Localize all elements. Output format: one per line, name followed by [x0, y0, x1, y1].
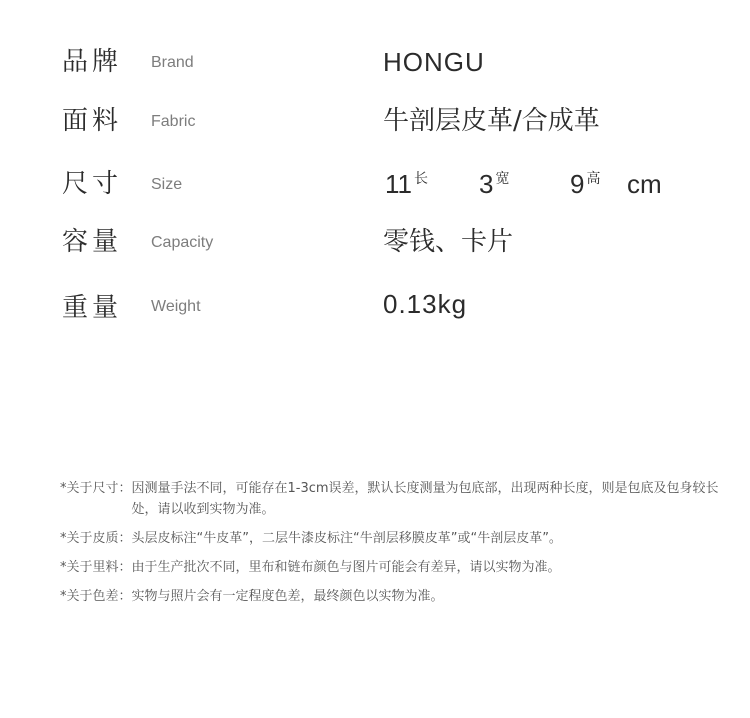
note-lining — [60, 557, 720, 578]
note-color-text: 实物与照片会有一定程度色差，最终颜色以实物为准。 — [131, 589, 444, 604]
size-length-label: 长 — [414, 171, 428, 187]
weight-label-cn: 重量 — [62, 293, 123, 323]
note-leather-label: *关于皮质： — [60, 531, 132, 546]
size-height-value: 9 — [570, 169, 585, 199]
weight-label-en: Weight — [151, 298, 201, 315]
capacity-label-cn: 容量 — [62, 227, 123, 257]
brand-label-en: Brand — [151, 54, 194, 71]
note-leather-text: 头层皮标注“牛皮革”，二层牛漆皮标注“牛剖层移膜皮革”或“牛剖层皮革”。 — [131, 531, 562, 546]
note-size — [60, 478, 720, 520]
size-width — [479, 169, 509, 204]
note-size-label: *关于尺寸： — [60, 481, 132, 496]
spec-row-fabric — [0, 106, 750, 156]
weight-value: 0.13kg — [383, 289, 468, 319]
note-leather — [60, 528, 720, 549]
spec-row-capacity — [0, 227, 750, 277]
size-unit: cm — [627, 169, 662, 199]
size-label-cn: 尺寸 — [62, 169, 123, 199]
fabric-value: 牛剖层皮革/合成革 — [383, 106, 600, 136]
capacity-label-en: Capacity — [151, 234, 214, 251]
spec-row-weight — [0, 289, 750, 339]
spec-row-brand — [0, 47, 750, 97]
fabric-label-en: Fabric — [151, 113, 196, 130]
fabric-label-cn: 面料 — [62, 106, 123, 136]
note-color-label: *关于色差： — [60, 589, 132, 604]
capacity-value: 零钱、卡片 — [383, 227, 514, 257]
size-length-value: 11 — [385, 169, 412, 199]
notes-section — [60, 478, 720, 615]
note-lining-text: 由于生产批次不同，里布和链布颜色与图片可能会有差异，请以实物为准。 — [131, 560, 561, 575]
size-height-label: 高 — [586, 171, 601, 187]
size-length — [385, 169, 428, 204]
size-width-label: 宽 — [495, 171, 510, 187]
size-width-value: 3 — [479, 169, 494, 199]
size-height — [570, 169, 600, 204]
note-lining-label: *关于里料： — [60, 560, 132, 575]
brand-label-cn: 品牌 — [62, 47, 123, 77]
note-color — [60, 586, 720, 607]
brand-value: HONGU — [383, 47, 485, 77]
size-label-en: Size — [151, 176, 183, 193]
spec-row-size — [0, 169, 750, 219]
note-size-text: 因测量手法不同，可能存在1-3cm误差，默认长度测量为包底部，出现两种长度，则是包底及包身较长处，请以收到实物为准。 — [131, 481, 719, 517]
